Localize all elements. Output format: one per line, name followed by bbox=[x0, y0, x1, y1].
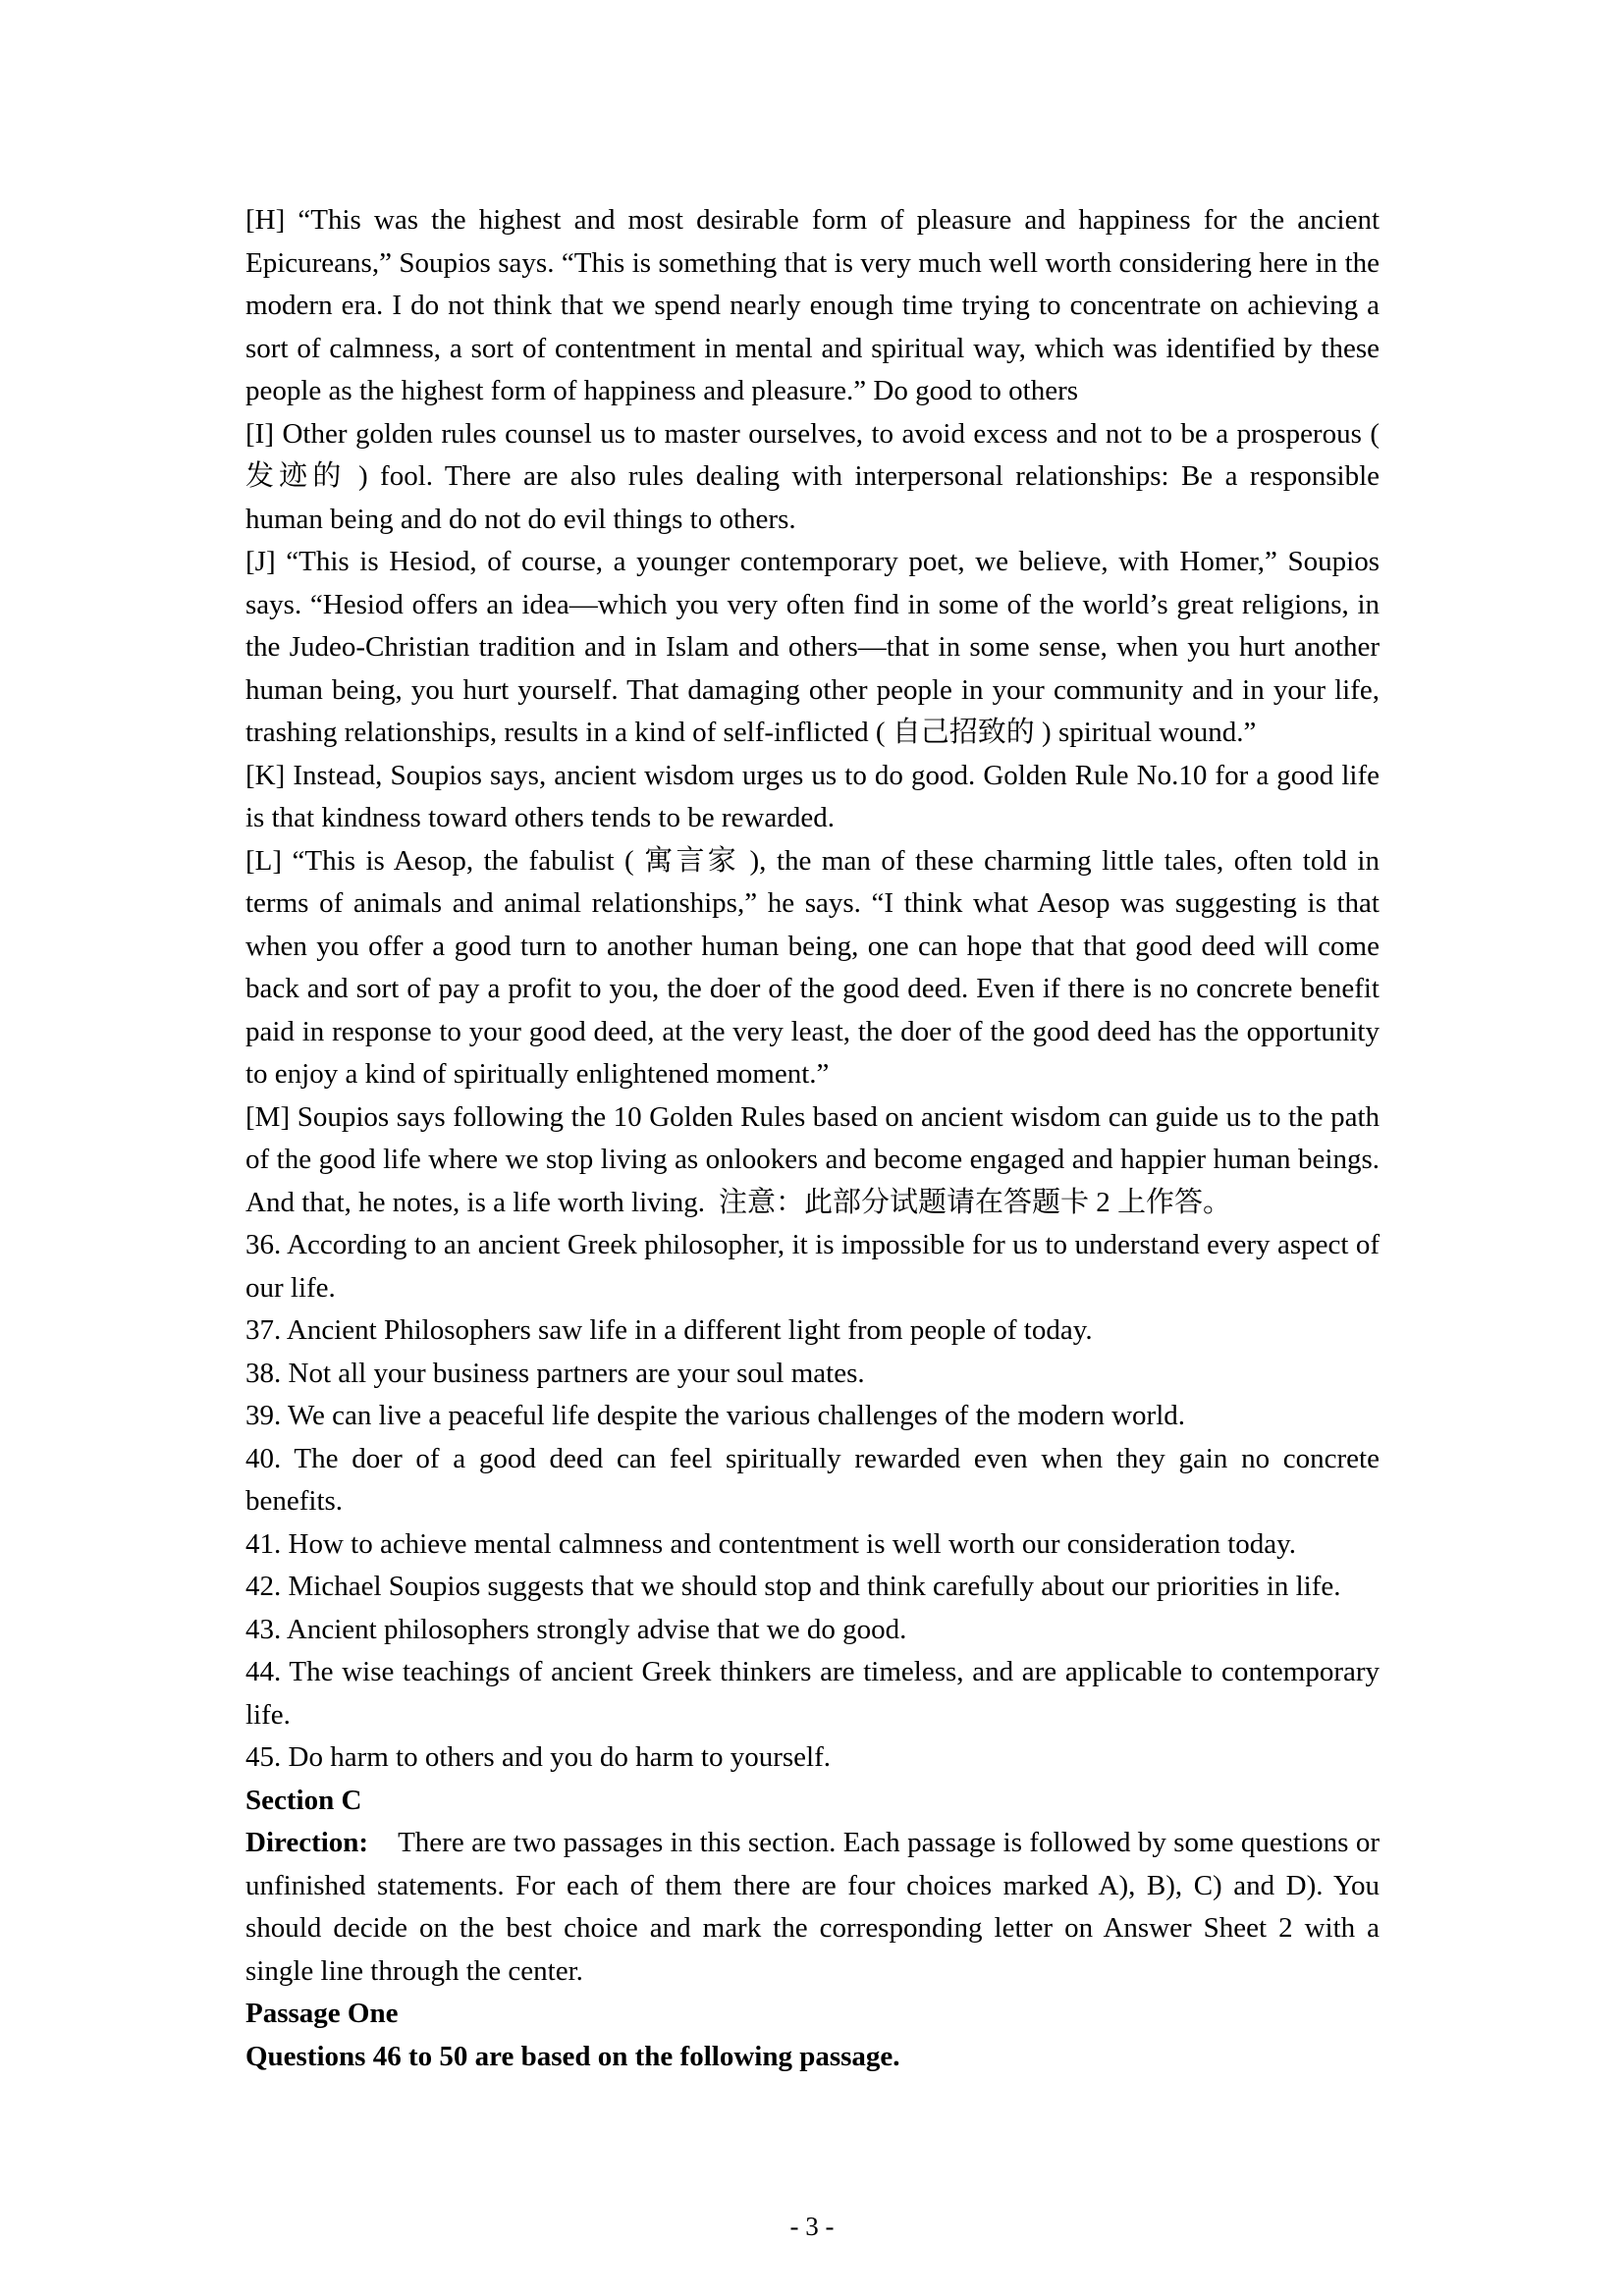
question-text: According to an ancient Greek philosopher, it is impossible for us to understand every aspect of our life. bbox=[245, 1229, 1380, 1304]
question-text: Not all your business partners are your soul mates. bbox=[288, 1357, 865, 1389]
question-43 bbox=[245, 1609, 1380, 1652]
question-36 bbox=[245, 1224, 1380, 1309]
answer-sheet-notice: 注意：此部分试题请在答题卡 2 上作答。 bbox=[718, 1186, 1231, 1218]
paragraph-text: “This is Hesiod, of course, a younger contemporary poet, we believe, with Homer,” Soupios says. “Hesiod offers an idea—which you very often find in some of the world’s great religions, in the Judeo-Christian tradition and in Islam and others—that in some sense, when you hurt another human being, you hurt yourself. That damaging other people in your community and in your life, trashing relationships, results in a kind of self-inflicted ( 自己招致的 ) spiritual wound.” bbox=[245, 546, 1380, 748]
question-39 bbox=[245, 1395, 1380, 1438]
passage-one-heading: Passage One bbox=[245, 1998, 399, 2029]
question-number: 43. bbox=[245, 1613, 282, 1645]
paragraph-label: [M] bbox=[245, 1100, 291, 1133]
direction-label: Direction: bbox=[245, 1827, 369, 1858]
question-38 bbox=[245, 1353, 1380, 1396]
passage-paragraph-k bbox=[245, 755, 1380, 840]
passage-paragraph-i bbox=[245, 413, 1380, 542]
question-number: 37. bbox=[245, 1314, 282, 1346]
direction-text: There are two passages in this section. Each passage is followed by some questions or unfinished statements. For each of them there are four choices marked A), B), C) and D). You should decide on the best choice and mark the corresponding letter on Answer Sheet 2 with a single line through the center. bbox=[245, 1827, 1380, 1987]
page-content bbox=[245, 199, 1380, 2078]
section-c-heading: Section C bbox=[245, 1784, 362, 1816]
question-40 bbox=[245, 1438, 1380, 1523]
question-number: 40. bbox=[245, 1442, 282, 1474]
passage-paragraph-h bbox=[245, 199, 1380, 413]
questions-range-note: Questions 46 to 50 are based on the following passage. bbox=[245, 2040, 900, 2072]
question-text: Ancient Philosophers saw life in a different light from people of today. bbox=[286, 1314, 1093, 1346]
question-number: 41. bbox=[245, 1527, 282, 1560]
passage-paragraph-l bbox=[245, 840, 1380, 1096]
page-footer bbox=[0, 2212, 1624, 2242]
passage-paragraph-m bbox=[245, 1096, 1380, 1225]
question-44 bbox=[245, 1651, 1380, 1736]
paragraph-label: [J] bbox=[245, 546, 276, 577]
question-text: Do harm to others and you do harm to yourself. bbox=[288, 1741, 832, 1773]
question-37 bbox=[245, 1309, 1380, 1353]
question-41 bbox=[245, 1523, 1380, 1567]
question-text: We can live a peaceful life despite the various challenges of the modern world. bbox=[287, 1400, 1186, 1431]
paragraph-label: [I] bbox=[245, 417, 274, 450]
paragraph-label: [H] bbox=[245, 204, 286, 236]
direction-paragraph bbox=[245, 1822, 1380, 1993]
question-number: 45. bbox=[245, 1741, 282, 1773]
paragraph-text: Soupios says following the 10 Golden Rules based on ancient wisdom can guide us to the path of the good life where we stop living as onlookers and become engaged and happier human beings. And that, he notes, is a life worth living. bbox=[245, 1100, 1380, 1218]
question-number: 42. bbox=[245, 1571, 282, 1602]
question-number: 44. bbox=[245, 1656, 282, 1687]
passage-paragraph-j bbox=[245, 541, 1380, 755]
question-number: 36. bbox=[245, 1229, 282, 1260]
paragraph-text: Instead, Soupios says, ancient wisdom urges us to do good. Golden Rule No.10 for a good life is that kindness toward others tends to be rewarded. bbox=[245, 759, 1380, 833]
paragraph-label: [L] bbox=[245, 844, 283, 877]
paragraph-text: “This is Aesop, the fabulist ( 寓言家 ), the man of these charming little tales, often told in terms of animals and animal relationships,” he says. “I think what Aesop was suggesting is that when you offer a good turn to another human being, one can hope that that good deed will come back and sort of pay a profit to you, the doer of the good deed. Even if there is no concrete benefit paid in response to your good deed, at the very least, the doer of the good deed has the opportunity to enjoy a kind of spiritually enlightened moment.” bbox=[245, 844, 1380, 1090]
question-number: 38. bbox=[245, 1357, 282, 1389]
question-text: How to achieve mental calmness and contentment is well worth our consideration today. bbox=[288, 1527, 1297, 1560]
page-number: - 3 - bbox=[789, 2212, 835, 2241]
question-text: Michael Soupios suggests that we should stop and think carefully about our priorities in life. bbox=[288, 1571, 1341, 1602]
question-42 bbox=[245, 1566, 1380, 1609]
question-text: The doer of a good deed can feel spiritually rewarded even when they gain no concrete benefits. bbox=[245, 1442, 1380, 1517]
question-text: The wise teachings of ancient Greek thinkers are timeless, and are applicable to contemporary life. bbox=[245, 1656, 1380, 1731]
question-text: Ancient philosophers strongly advise that we do good. bbox=[286, 1613, 907, 1645]
question-number: 39. bbox=[245, 1400, 282, 1431]
question-45 bbox=[245, 1736, 1380, 1780]
paragraph-label: [K] bbox=[245, 759, 286, 791]
paragraph-text: “This was the highest and most desirable form of pleasure and happiness for the ancient Epicureans,” Soupios says. “This is something that is very much well worth considering here in the modern era. I do not think that we spend nearly enough time trying to concentrate on achieving a sort of calmness, a sort of contentment in mental and spiritual way, which was identified by these people as the highest form of happiness and pleasure.” Do good to others bbox=[245, 204, 1380, 406]
paragraph-text: Other golden rules counsel us to master ourselves, to avoid excess and not to be a prosperous ( 发迹的 ) fool. There are also rules dealing with interpersonal relationships: Be a responsible human being and do not do evil things to others. bbox=[245, 417, 1380, 535]
